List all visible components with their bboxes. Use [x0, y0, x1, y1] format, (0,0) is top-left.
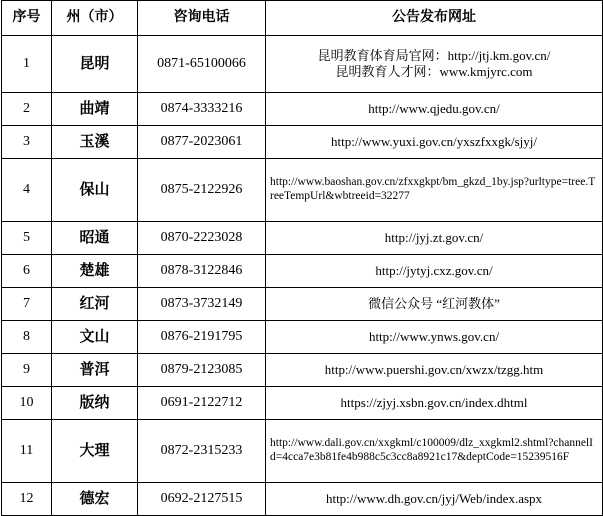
cell-city: 楚雄 [52, 255, 138, 288]
cell-city: 昆明 [52, 36, 138, 93]
cell-url [266, 483, 603, 516]
table-row [2, 321, 603, 354]
url-line[interactable]: http://www.baoshan.gov.cn/zfxxgkpt/bm_gkzd_1by.jsp?urltype=tree.TreeTempUrl&wbtreeid=32277 [270, 176, 596, 202]
cell-url [266, 255, 603, 288]
url-line[interactable]: 昆明教育体育局官网：http://jtj.km.gov.cn/ [317, 47, 551, 63]
cell-url [266, 354, 603, 387]
cell-phone: 0870-2223028 [138, 222, 266, 255]
table-row [2, 93, 603, 126]
url-line[interactable]: http://www.yuxi.gov.cn/yxszfxxgk/sjyj/ [331, 133, 537, 149]
cell-city: 玉溪 [52, 126, 138, 159]
table-row [2, 387, 603, 420]
url-line[interactable]: http://www.ynws.gov.cn/ [368, 328, 500, 344]
cell-city: 德宏 [52, 483, 138, 516]
cell-phone: 0875-2122926 [138, 159, 266, 222]
column-header-phone: 咨询电话 [138, 1, 266, 36]
cell-url [266, 387, 603, 420]
url-line[interactable]: http://www.dh.gov.cn/jyj/Web/index.aspx [325, 490, 543, 506]
regional-contact-table [1, 0, 603, 516]
cell-phone: 0871-65100066 [138, 36, 266, 93]
cell-url [266, 126, 603, 159]
url-line[interactable]: 微信公众号 “红河教体” [368, 295, 500, 311]
url-line[interactable]: 昆明教育人才网：www.kmjyrc.com [335, 64, 533, 79]
cell-url [266, 36, 603, 93]
cell-index: 11 [2, 420, 52, 483]
cell-url [266, 222, 603, 255]
table-row [2, 159, 603, 222]
table-row [2, 288, 603, 321]
cell-phone: 0876-2191795 [138, 321, 266, 354]
cell-index: 5 [2, 222, 52, 255]
cell-city: 版纳 [52, 387, 138, 420]
cell-index: 10 [2, 387, 52, 420]
cell-index: 9 [2, 354, 52, 387]
url-line[interactable]: http://www.puershi.gov.cn/xwzx/tzgg.htm [324, 361, 544, 377]
cell-index: 8 [2, 321, 52, 354]
url-line[interactable]: http://www.dali.gov.cn/xxgkml/c100009/dlz_xxgkml2.shtml?channelId=4cca7e3b81fe4b988c5c3cc8a8921c17&deptCode=15239516F [270, 437, 594, 463]
table-row [2, 420, 603, 483]
column-header-url: 公告发布网址 [266, 1, 603, 36]
cell-url [266, 93, 603, 126]
cell-phone: 0692-2127515 [138, 483, 266, 516]
cell-phone: 0873-3732149 [138, 288, 266, 321]
table-body [2, 36, 603, 516]
cell-index: 6 [2, 255, 52, 288]
table-row [2, 36, 603, 93]
cell-city: 红河 [52, 288, 138, 321]
url-line[interactable]: http://www.qjedu.gov.cn/ [368, 100, 500, 116]
cell-index: 1 [2, 36, 52, 93]
cell-city: 文山 [52, 321, 138, 354]
column-header-city: 州（市） [52, 1, 138, 36]
cell-phone: 0874-3333216 [138, 93, 266, 126]
cell-index: 3 [2, 126, 52, 159]
table-row [2, 483, 603, 516]
url-line[interactable]: https://zjyj.xsbn.gov.cn/index.dhtml [340, 394, 528, 410]
column-header-index: 序号 [2, 1, 52, 36]
cell-url [266, 159, 603, 222]
cell-index: 12 [2, 483, 52, 516]
cell-phone: 0878-3122846 [138, 255, 266, 288]
cell-city: 昭通 [52, 222, 138, 255]
cell-phone: 0877-2023061 [138, 126, 266, 159]
cell-city: 普洱 [52, 354, 138, 387]
url-line[interactable]: http://jytyj.cxz.gov.cn/ [375, 262, 493, 278]
cell-url [266, 288, 603, 321]
table-row [2, 222, 603, 255]
cell-phone: 0691-2122712 [138, 387, 266, 420]
cell-url [266, 321, 603, 354]
cell-city: 保山 [52, 159, 138, 222]
cell-index: 2 [2, 93, 52, 126]
cell-index: 4 [2, 159, 52, 222]
table-row [2, 126, 603, 159]
cell-city: 大理 [52, 420, 138, 483]
cell-city: 曲靖 [52, 93, 138, 126]
url-line[interactable]: http://jyj.zt.gov.cn/ [384, 229, 484, 245]
table-row [2, 255, 603, 288]
table-header [2, 1, 603, 36]
cell-index: 7 [2, 288, 52, 321]
cell-url [266, 420, 603, 483]
header-row [2, 1, 603, 36]
table-row [2, 354, 603, 387]
cell-phone: 0879-2123085 [138, 354, 266, 387]
cell-phone: 0872-2315233 [138, 420, 266, 483]
